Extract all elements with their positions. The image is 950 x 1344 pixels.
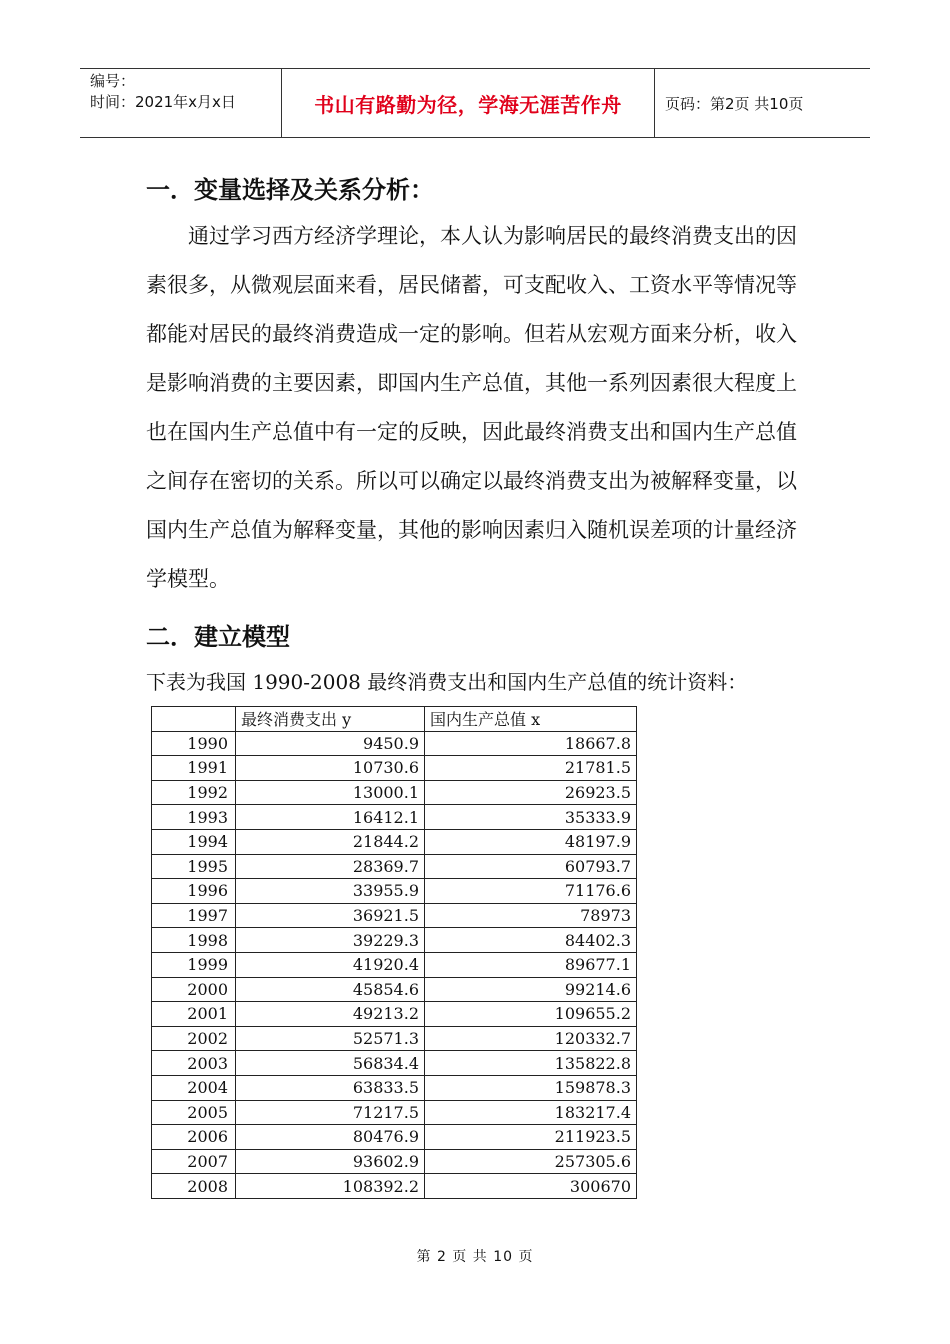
gdp-cell: 99214.6 <box>425 977 637 1002</box>
year-cell: 1995 <box>152 854 236 879</box>
header-motto: 书山有路勤为径，学海无涯苦作舟 <box>314 92 622 117</box>
consumption-cell: 21844.2 <box>236 829 425 854</box>
consumption-cell: 108392.2 <box>236 1174 425 1199</box>
consumption-cell: 41920.4 <box>236 952 425 977</box>
year-cell: 2006 <box>152 1125 236 1150</box>
table-header-row <box>152 707 637 732</box>
table-row <box>152 1051 637 1076</box>
gdp-cell: 257305.6 <box>425 1149 637 1174</box>
consumption-cell: 80476.9 <box>236 1125 425 1150</box>
table-row <box>152 879 637 904</box>
gdp-cell: 26923.5 <box>425 780 637 805</box>
consumption-cell: 93602.9 <box>236 1149 425 1174</box>
table-row <box>152 780 637 805</box>
table-row <box>152 854 637 879</box>
gdp-cell: 18667.8 <box>425 731 637 756</box>
gdp-cell: 211923.5 <box>425 1125 637 1150</box>
consumption-cell: 49213.2 <box>236 1002 425 1027</box>
gdp-cell: 109655.2 <box>425 1002 637 1027</box>
table-header-gdp: 国内生产总值 x <box>425 707 637 732</box>
gdp-cell: 84402.3 <box>425 928 637 953</box>
year-cell: 1997 <box>152 903 236 928</box>
header-motto-cell <box>282 69 655 137</box>
section-2-title: 二．建立模型 <box>146 623 290 651</box>
gdp-cell: 21781.5 <box>425 756 637 781</box>
consumption-cell: 56834.4 <box>236 1051 425 1076</box>
consumption-cell: 52571.3 <box>236 1026 425 1051</box>
table-row <box>152 731 637 756</box>
table-row <box>152 805 637 830</box>
statistics-table <box>151 706 637 1199</box>
gdp-cell: 48197.9 <box>425 829 637 854</box>
table-header-year <box>152 707 236 732</box>
year-cell: 1994 <box>152 829 236 854</box>
year-cell: 1991 <box>152 756 236 781</box>
consumption-cell: 36921.5 <box>236 903 425 928</box>
consumption-cell: 33955.9 <box>236 879 425 904</box>
table-row <box>152 1100 637 1125</box>
section-1-paragraph: 通过学习西方经济学理论，本人认为影响居民的最终消费支出的因素很多，从微观层面来看，居民储蓄，可支配收入、工资水平等情况等都能对居民的最终消费造成一定的影响。但若从宏观方面来分析，收入是影响消费的主要因素，即国内生产总值，其他一系列因素很大程度上也在国内生产总值中有一定的反映，因此最终消费支出和国内生产总值之间存在密切的关系。所以可以确定以最终消费支出为被解释变量，以国内生产总值为解释变量，其他的影响因素归入随机误差项的计量经济学模型。 <box>146 224 797 591</box>
header-meta <box>80 69 282 137</box>
consumption-cell: 71217.5 <box>236 1100 425 1125</box>
year-cell: 1998 <box>152 928 236 953</box>
year-cell: 2001 <box>152 1002 236 1027</box>
gdp-cell: 89677.1 <box>425 952 637 977</box>
table-row <box>152 1174 637 1199</box>
consumption-cell: 39229.3 <box>236 928 425 953</box>
table-row <box>152 1125 637 1150</box>
year-cell: 1992 <box>152 780 236 805</box>
table-row <box>152 928 637 953</box>
table-row <box>152 903 637 928</box>
year-cell: 2004 <box>152 1075 236 1100</box>
gdp-cell: 159878.3 <box>425 1075 637 1100</box>
table-row <box>152 952 637 977</box>
year-cell: 1990 <box>152 731 236 756</box>
gdp-cell: 300670 <box>425 1174 637 1199</box>
consumption-cell: 13000.1 <box>236 780 425 805</box>
year-cell: 2007 <box>152 1149 236 1174</box>
table-intro: 下表为我国 1990-2008 最终消费支出和国内生产总值的统计资料： <box>146 670 748 694</box>
page-footer: 第 2 页 共 10 页 <box>416 1249 534 1265</box>
gdp-cell: 183217.4 <box>425 1100 637 1125</box>
page-header <box>80 68 870 138</box>
table-row <box>152 756 637 781</box>
section-1-title: 一．变量选择及关系分析： <box>146 176 434 204</box>
year-cell: 2008 <box>152 1174 236 1199</box>
year-cell: 1996 <box>152 879 236 904</box>
consumption-cell: 63833.5 <box>236 1075 425 1100</box>
header-page-info: 页码：第2页 共10页 <box>665 94 804 113</box>
consumption-cell: 9450.9 <box>236 731 425 756</box>
gdp-cell: 78973 <box>425 903 637 928</box>
gdp-cell: 135822.8 <box>425 1051 637 1076</box>
table-row <box>152 829 637 854</box>
gdp-cell: 71176.6 <box>425 879 637 904</box>
table-row <box>152 1026 637 1051</box>
year-cell: 2005 <box>152 1100 236 1125</box>
gdp-cell: 35333.9 <box>425 805 637 830</box>
consumption-cell: 10730.6 <box>236 756 425 781</box>
year-cell: 2000 <box>152 977 236 1002</box>
year-cell: 2003 <box>152 1051 236 1076</box>
consumption-cell: 28369.7 <box>236 854 425 879</box>
document-date: 时间：2021年x月x日 <box>90 93 236 111</box>
table-row <box>152 977 637 1002</box>
table-body <box>152 731 637 1198</box>
table-header-consumption: 最终消费支出 y <box>236 707 425 732</box>
year-cell: 1999 <box>152 952 236 977</box>
gdp-cell: 120332.7 <box>425 1026 637 1051</box>
gdp-cell: 60793.7 <box>425 854 637 879</box>
document-number: 编号： <box>90 72 136 90</box>
table-row <box>152 1002 637 1027</box>
table-row <box>152 1075 637 1100</box>
table-row <box>152 1149 637 1174</box>
year-cell: 2002 <box>152 1026 236 1051</box>
consumption-cell: 16412.1 <box>236 805 425 830</box>
consumption-cell: 45854.6 <box>236 977 425 1002</box>
year-cell: 1993 <box>152 805 236 830</box>
